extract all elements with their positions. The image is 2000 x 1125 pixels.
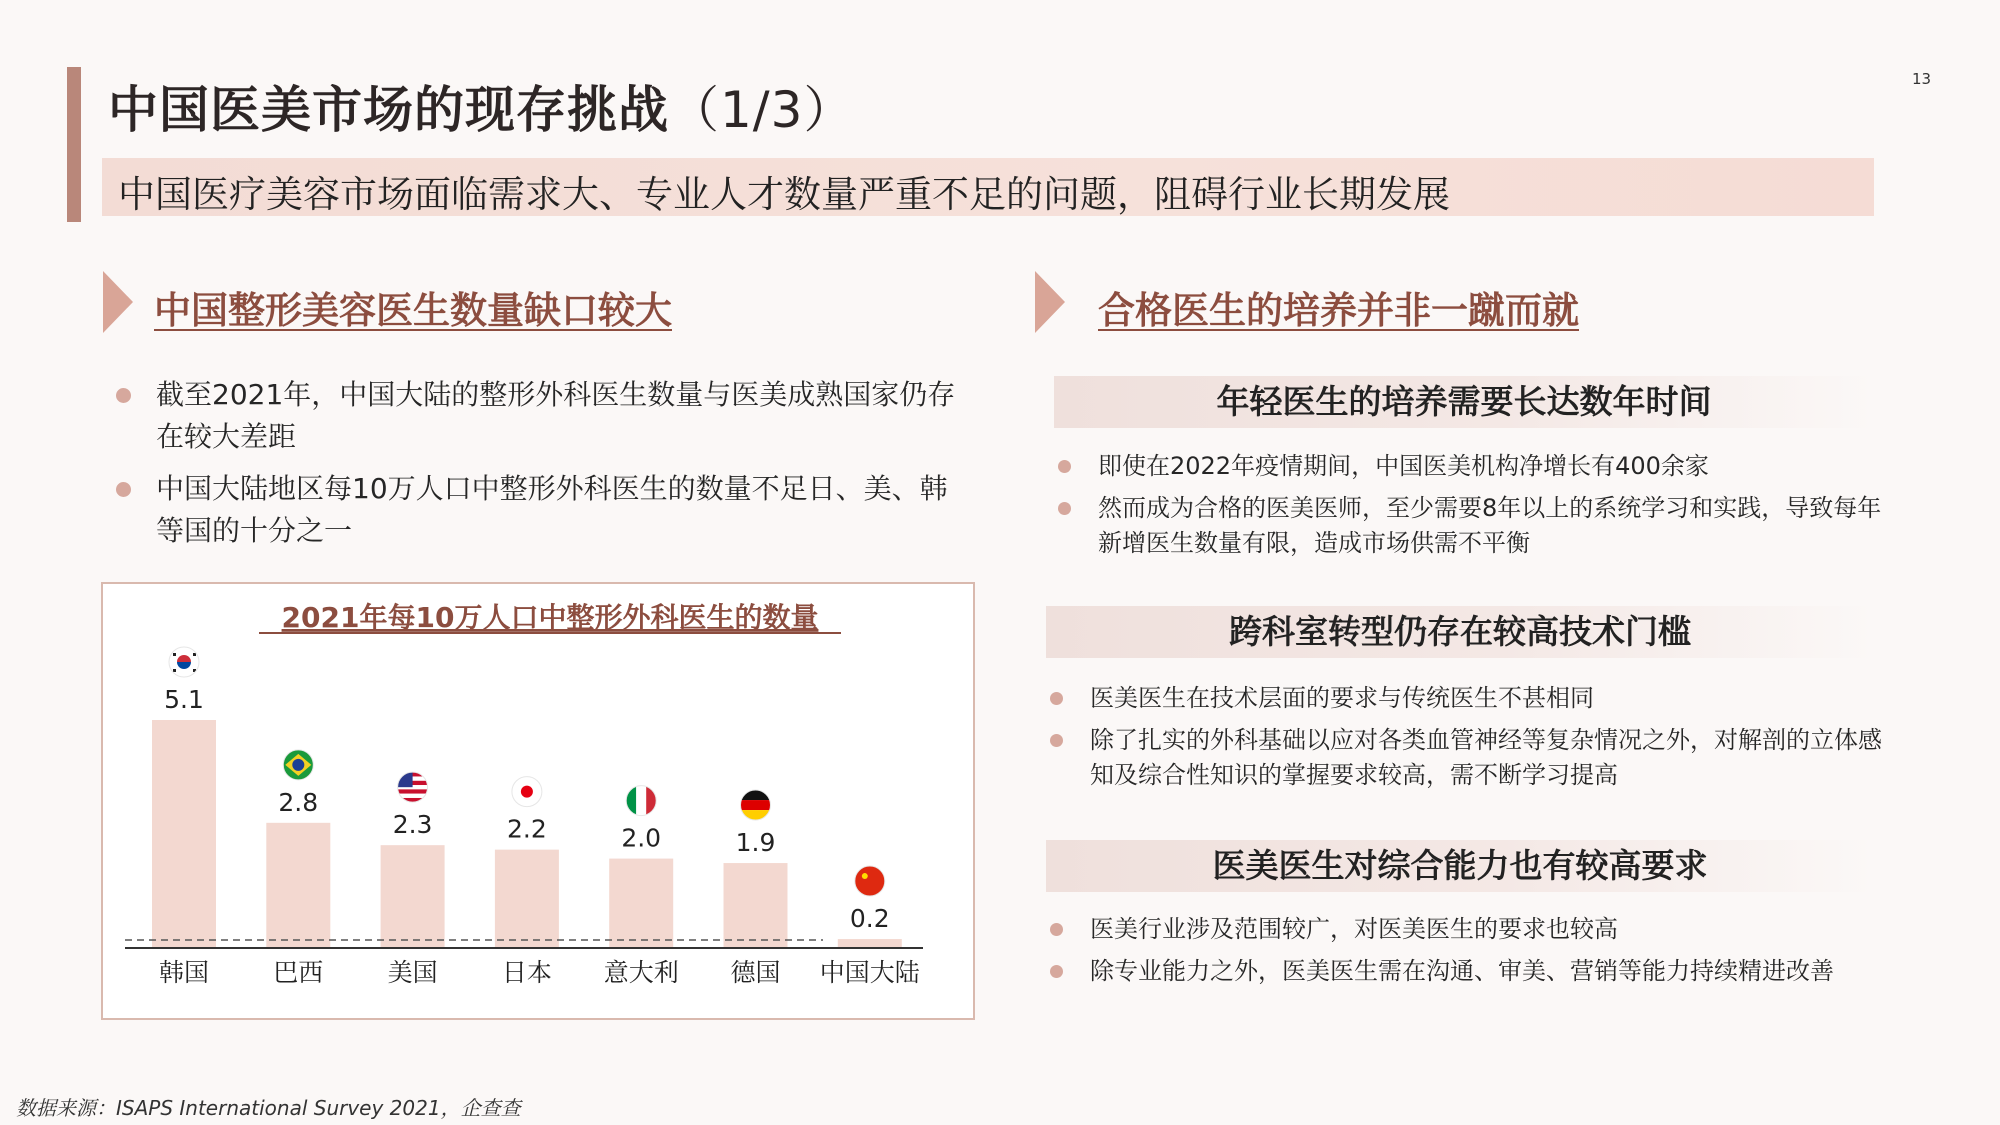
- title-accent-bar: [67, 67, 81, 222]
- left-heading-arrow-icon: [103, 271, 133, 333]
- left-bullet-list: [112, 374, 962, 562]
- right-bullet-2-2: 除了扎实的外科基础以应对各类血管神经等复杂情况之外，对解剖的立体感知及综合性知识的掌握要求较高，需不断学习提高: [1046, 723, 1884, 793]
- data-source-note: 数据来源：ISAPS International Survey 2021，企查查: [16, 1096, 521, 1120]
- bars-layer: [152, 647, 920, 987]
- chart-panel: [101, 582, 975, 1020]
- bar-美国: [381, 845, 445, 948]
- category-label-3: 日本: [501, 958, 552, 987]
- usa-flag-icon: [398, 772, 428, 802]
- bar-中国大陆: [838, 939, 902, 948]
- germany-flag-icon: [741, 790, 771, 820]
- italy-flag-icon: [626, 786, 656, 816]
- right-bullet-1-1: 即使在2022年疫情期间，中国医美机构净增长有400余家: [1054, 449, 1884, 484]
- bar-chart: [103, 584, 973, 1018]
- value-label-6: 0.2: [849, 904, 890, 934]
- right-bullet-list-2: [1046, 681, 1884, 800]
- bar-巴西: [266, 823, 330, 948]
- value-label-2: 2.3: [392, 810, 433, 840]
- right-bullet-list-3: [1046, 912, 1884, 996]
- japan-flag-icon: [512, 777, 542, 807]
- china-flag-icon: [855, 866, 885, 896]
- south-korea-flag-icon: [169, 647, 199, 677]
- page-title: [108, 70, 854, 142]
- right-subheading-2: 跨科室转型仍存在较高技术门槛: [1046, 606, 1874, 658]
- bar-意大利: [609, 859, 673, 948]
- right-bullet-3-2: 除专业能力之外，医美医生需在沟通、审美、营销等能力持续精进改善: [1046, 954, 1884, 989]
- right-section-heading: 合格医生的培养并非一蹴而就: [1098, 289, 1579, 332]
- category-label-2: 美国: [387, 958, 438, 987]
- left-bullet-1: 截至2021年，中国大陆的整形外科医生数量与医美成熟国家仍存在较大差距: [112, 374, 962, 458]
- value-label-5: 1.9: [735, 828, 776, 858]
- bar-德国: [724, 863, 788, 948]
- right-subheading-1: 年轻医生的培养需要长达数年时间: [1054, 376, 1874, 428]
- value-label-4: 2.0: [621, 823, 662, 853]
- right-bullet-2-1: 医美医生在技术层面的要求与传统医生不甚相同: [1046, 681, 1884, 716]
- title-text: 中国医美市场的现存挑战: [108, 81, 669, 139]
- bar-韩国: [152, 720, 216, 948]
- category-label-4: 意大利: [603, 958, 679, 987]
- chart-title: 2021年每10万人口中整形外科医生的数量: [281, 601, 819, 634]
- left-section-heading: 中国整形美容医生数量缺口较大: [154, 289, 672, 332]
- right-bullet-list-1: [1054, 449, 1884, 568]
- right-heading-arrow-icon: [1035, 271, 1065, 333]
- subtitle: 中国医疗美容市场面临需求大、专业人才数量严重不足的问题，阻碍行业长期发展: [118, 173, 1450, 216]
- category-label-6: 中国大陆: [819, 958, 920, 987]
- right-bullet-3-1: 医美行业涉及范围较广，对医美医生的要求也较高: [1046, 912, 1884, 947]
- right-bullet-1-2: 然而成为合格的医美医师，至少需要8年以上的系统学习和实践，导致每年新增医生数量有限，造成市场供需不平衡: [1054, 491, 1884, 561]
- page-number: 13: [1912, 70, 1932, 88]
- brazil-flag-icon: [283, 750, 313, 780]
- value-label-1: 2.8: [278, 787, 319, 817]
- left-bullet-2: 中国大陆地区每10万人口中整形外科医生的数量不足日、美、韩等国的十分之一: [112, 468, 962, 552]
- bar-日本: [495, 850, 559, 948]
- value-label-0: 5.1: [164, 685, 204, 714]
- title-part: （1/3）: [669, 81, 855, 139]
- value-label-3: 2.2: [507, 814, 547, 844]
- right-subheading-3: 医美医生对综合能力也有较高要求: [1046, 840, 1874, 892]
- category-label-0: 韩国: [158, 958, 210, 987]
- category-label-5: 德国: [730, 958, 781, 987]
- category-label-1: 巴西: [273, 958, 324, 987]
